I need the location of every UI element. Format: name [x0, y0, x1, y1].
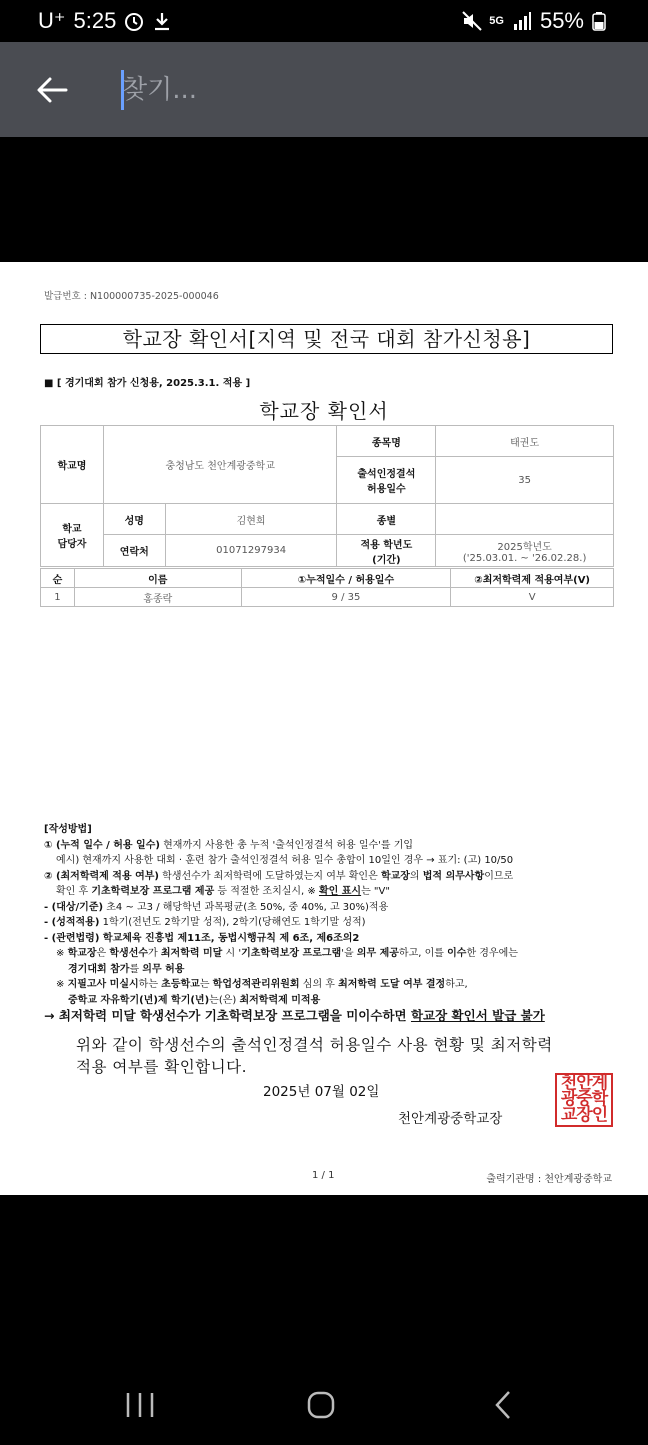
document-header-title: 학교장 확인서[지역 및 전국 대회 참가신청용]: [40, 324, 613, 354]
recent-apps-button[interactable]: [110, 1385, 170, 1425]
note-elementary: ※ 지필고사 미실시하는 초등학교는 학업성적관리위원회 심의 후 최저학력 도달 여부 결정하고,: [56, 979, 468, 990]
home-icon: [291, 1385, 351, 1425]
network-type-label: 5G: [489, 15, 504, 27]
text-cursor: [121, 70, 124, 110]
col-header-days: ①누적일수 / 허용일수: [241, 569, 451, 588]
principal-seal: 천안계 광중학 교장인: [555, 1073, 613, 1127]
cell-days: 9 / 35: [241, 588, 451, 607]
chevron-left-icon: [473, 1385, 533, 1425]
col-header-no: 순: [41, 569, 75, 588]
col-header-name: 이름: [74, 569, 241, 588]
alarm-icon: [124, 10, 144, 32]
battery-percent: 55%: [539, 8, 584, 33]
note-1: ① (누적 일수 / 허용 일수) 현재까지 사용한 총 누적 '출석인정결석 허용 일수'를 기입: [44, 839, 414, 851]
home-button[interactable]: [291, 1385, 351, 1425]
note-1-example: 예시) 현재까지 사용한 대회 · 훈련 참가 출석인정결석 허용 일수 총합이 10일인 경우 → 표기: (고) 10/50: [56, 855, 514, 866]
find-bar: [0, 42, 648, 137]
info-table: [40, 425, 614, 567]
note-principal-cont: 경기대회 참가를 의무 허용: [68, 963, 185, 975]
student-list-table: [40, 568, 614, 607]
page-number: 1 / 1: [312, 1170, 335, 1181]
school-label: 학교명: [41, 426, 104, 504]
allowed-days-label: 출석인정결석 허용일수: [337, 457, 436, 504]
table-header-row: [41, 569, 614, 588]
document-title: 학교장 확인서: [259, 399, 389, 423]
note-elementary-cont: 중학교 자유학기(년)제 학기(년)는(은) 최저학력제 미적용: [68, 994, 321, 1006]
note-law: - (관련법령) 학교체육 진흥법 제11조, 동법시행규칙 제 6조, 제6조의2: [44, 932, 360, 944]
col-header-min-academic: ②최저학력제 적용여부(V): [451, 569, 614, 588]
name-value: 김현희: [165, 504, 337, 535]
notes-heading: [작성방법]: [44, 824, 92, 835]
allowed-days-value: 35: [436, 457, 614, 504]
application-note: ■ [ 경기대회 참가 신청용, 2025.3.1. 적용 ]: [44, 378, 251, 389]
issue-number: 발급번호 : N100000735-2025-000046: [44, 291, 219, 302]
school-value: 충청남도 천안계광중학교: [103, 426, 337, 504]
status-right: [461, 8, 612, 34]
clock: 5:25: [73, 8, 117, 33]
arrow-left-icon: [30, 68, 74, 112]
status-bar: [0, 0, 648, 42]
year-label: 적용 학년도 (기간): [337, 535, 436, 567]
table-row: [41, 588, 614, 607]
find-input[interactable]: [122, 70, 602, 110]
status-left: [38, 8, 172, 34]
name-label: 성명: [103, 504, 165, 535]
note-grade: - (성적적용) 1학기(전년도 2학기말 성적), 2학기(당해연도 1학기말 성적): [44, 917, 366, 928]
recent-apps-icon: [110, 1385, 170, 1425]
back-nav-button[interactable]: [473, 1385, 533, 1425]
system-nav-bar: [0, 1195, 648, 1445]
cell-no: 1: [41, 588, 75, 607]
writing-instructions: [44, 822, 614, 1024]
mute-icon: [461, 10, 481, 32]
contact-label: 연락처: [103, 535, 165, 567]
cell-name: 홍종락: [74, 588, 241, 607]
note-final-warning: → 최저학력 미달 학생선수가 기초학력보장 프로그램을 미이수하면 학교장 확인서 발급 불가: [44, 1008, 545, 1023]
back-button[interactable]: [30, 68, 74, 112]
gender-value: [436, 504, 614, 535]
carrier-label: U⁺: [38, 8, 66, 33]
issue-date: 2025년 07월 02일: [263, 1084, 380, 1100]
note-2: ② (최저학력제 적용 여부) 학생선수가 최저학력에 도달하였는지 여부 확인은 학교장의 법적 의무사항이므로: [44, 870, 514, 882]
document-page: [0, 262, 648, 1195]
manager-label: 학교 담당자: [41, 504, 104, 567]
battery-icon: [592, 10, 612, 32]
year-value: 2025학년도 ('25.03.01. ~ '26.02.28.): [436, 535, 614, 567]
note-principal: ※ 학교장은 학생선수가 최저학력 미달 시 '기초학력보장 프로그램'을 의무 제공하고, 이를 이수한 경우에는: [56, 948, 518, 959]
cell-min-academic: V: [451, 588, 614, 607]
confirmation-statement: 위와 같이 학생선수의 출석인정결석 허용일수 사용 현황 및 최저학력 적용 여부를 확인합니다.: [76, 1036, 553, 1076]
principal-signature-line: 천안계광중학교장: [398, 1111, 503, 1127]
event-label: 종목명: [337, 426, 436, 457]
signal-icon: [512, 10, 532, 32]
printed-by: 출력기관명 : 천안계광중학교: [486, 1174, 612, 1185]
note-2-cont: 확인 후 기초학력보장 프로그램 제공 등 적절한 조치실시, ※ 확인 표시는 "V": [56, 886, 390, 897]
gender-label: 종별: [337, 504, 436, 535]
note-target: - (대상/기준) 초4 ~ 고3 / 해당학년 과목평균(초 50%, 중 40%, 고 30%)적용: [44, 901, 389, 913]
contact-value: 01071297934: [165, 535, 337, 567]
event-value: 태권도: [436, 426, 614, 457]
download-icon: [152, 10, 172, 32]
